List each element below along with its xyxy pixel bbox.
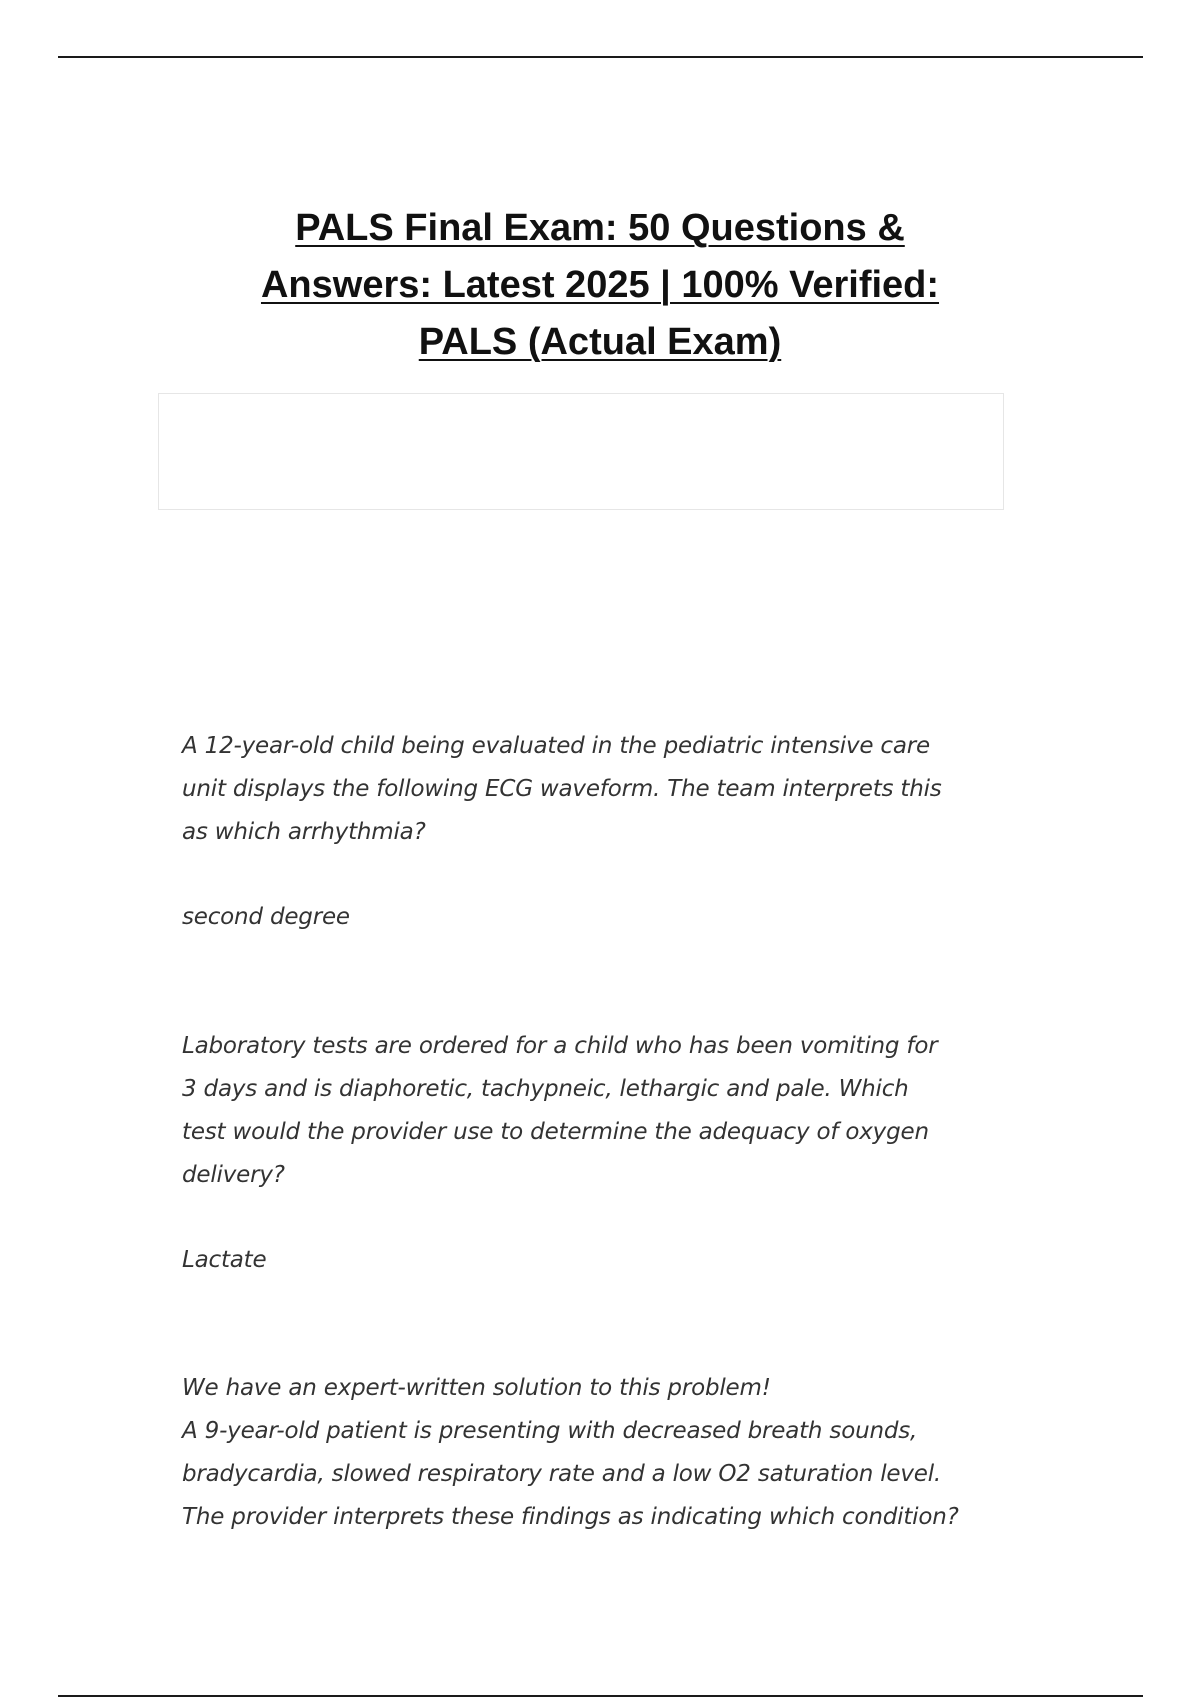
- question-1-line-3: as which arrhythmia?: [182, 819, 426, 845]
- question-2-line-3: test would the provider use to determine the adequacy of oxygen: [182, 1119, 929, 1145]
- question-1-line-2: unit displays the following ECG waveform. The team interprets this: [182, 776, 942, 802]
- question-3-line-4: The provider interprets these findings as indicating which condition?: [182, 1504, 959, 1530]
- answer-2: [182, 1239, 1052, 1282]
- question-3-line-2: A 9-year-old patient is presenting with decreased breath sounds,: [182, 1418, 918, 1444]
- title-line-2: Answers: Latest 2025 | 100% Verified:: [260, 264, 940, 306]
- document-title: [160, 200, 1040, 371]
- answer-1-text: second degree: [182, 904, 350, 930]
- empty-placeholder-box: [158, 393, 1004, 510]
- question-3: [182, 1367, 1052, 1539]
- question-3-line-3: bradycardia, slowed respiratory rate and a low O2 saturation level.: [182, 1461, 942, 1487]
- question-2: [182, 1025, 1052, 1197]
- question-2-line-1: Laboratory tests are ordered for a child who has been vomiting for: [182, 1033, 938, 1059]
- question-1: [182, 725, 1052, 854]
- bottom-rule: [58, 1695, 1143, 1697]
- title-line-3: PALS (Actual Exam): [418, 321, 782, 363]
- question-2-line-2: 3 days and is diaphoretic, tachypneic, lethargic and pale. Which: [182, 1076, 909, 1102]
- question-2-line-4: delivery?: [182, 1162, 285, 1188]
- answer-2-text: Lactate: [182, 1247, 267, 1273]
- title-line-1: PALS Final Exam: 50 Questions &: [295, 207, 905, 249]
- question-1-line-1: A 12-year-old child being evaluated in the pediatric intensive care: [182, 733, 930, 759]
- answer-1: [182, 896, 1052, 939]
- question-3-line-1: We have an expert-written solution to this problem!: [182, 1375, 771, 1401]
- top-rule: [58, 56, 1143, 58]
